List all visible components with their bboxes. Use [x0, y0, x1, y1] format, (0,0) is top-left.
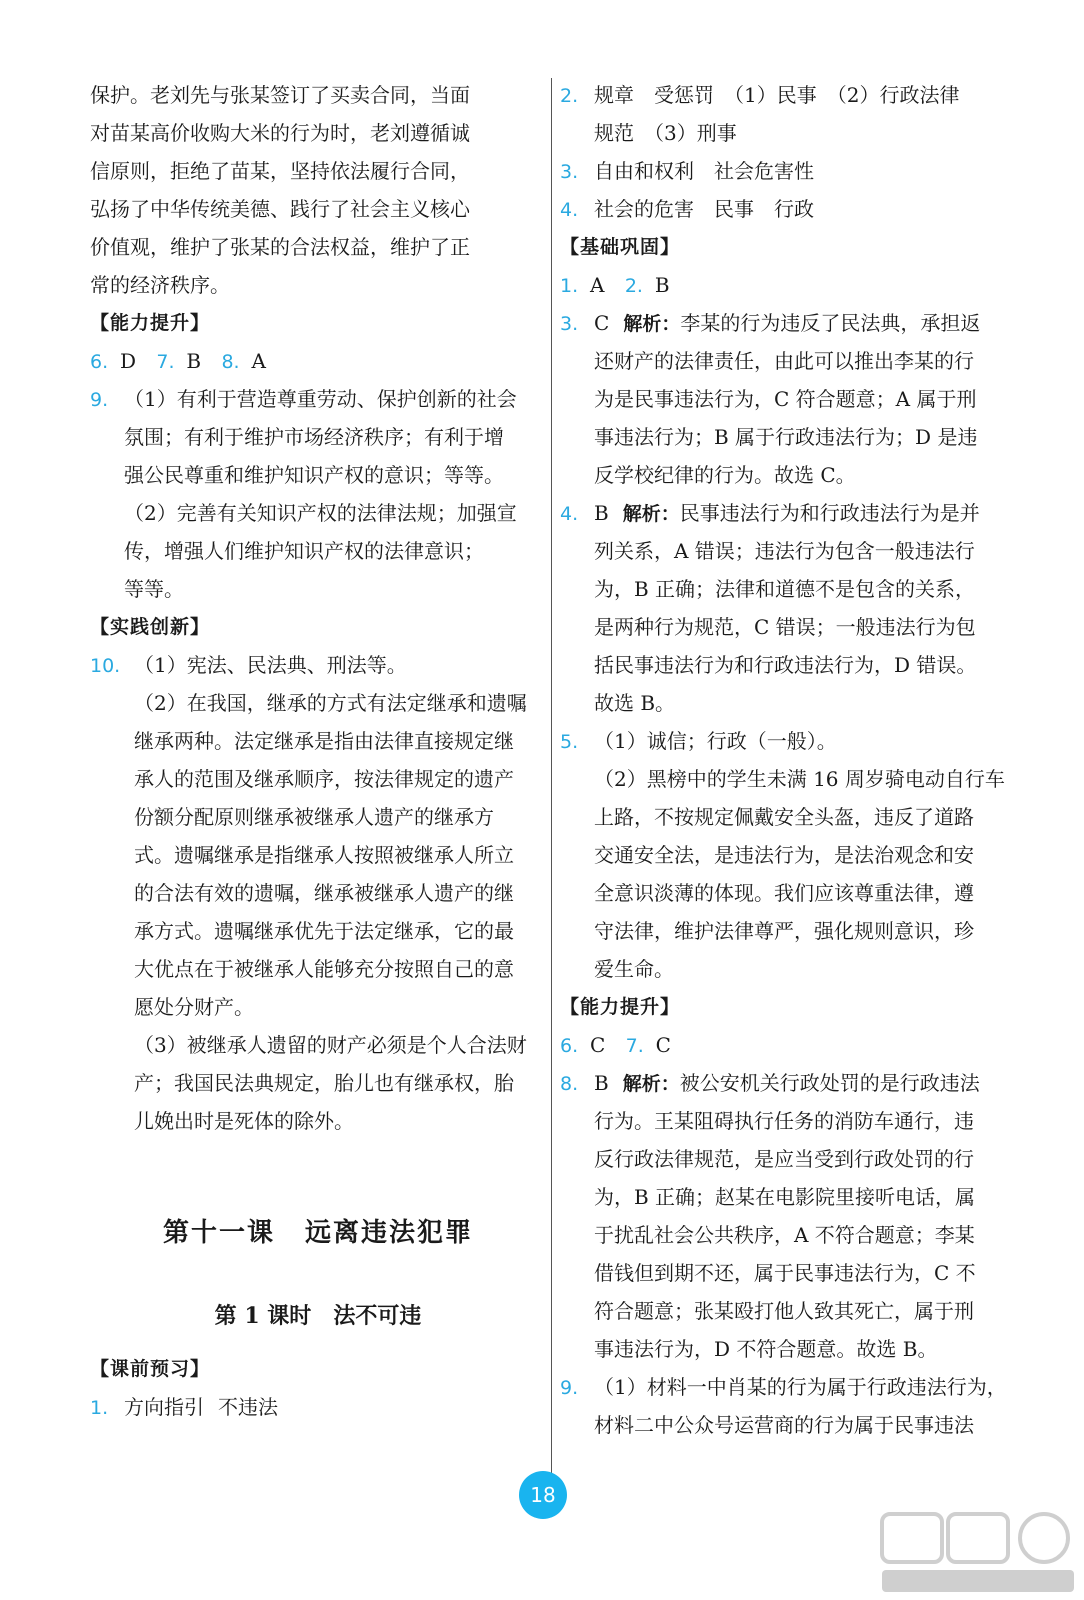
answer-row-1-2: [560, 266, 1028, 304]
text-line: 常的经济秩序。: [90, 273, 230, 297]
answer-row-6-7: [560, 1026, 1028, 1064]
text-line: 守法律，维护法律尊严，强化规则意识，珍: [594, 919, 974, 943]
text-line: （1）材料一中肖某的行为属于行政违法行为，: [594, 1375, 1007, 1399]
text-line: 大优点在于被继承人能够充分按照自己的意: [134, 957, 514, 981]
answer: A: [590, 273, 605, 297]
text-line: 于扰乱社会公共秩序，A 不符合题意；李某: [594, 1223, 975, 1247]
question-3: [560, 152, 1028, 190]
text-line: 愿处分财产。: [134, 995, 254, 1019]
text-line: 儿娩出时是死体的除外。: [134, 1109, 354, 1133]
question-number: 9.: [90, 389, 109, 411]
right-column: [560, 76, 1028, 1444]
text-line: 规章 受惩罚 （1）民事 （2）行政法律: [594, 83, 960, 107]
watermark-logo: [878, 1508, 1078, 1596]
text-line: （2）黑榜中的学生未满 16 周岁骑电动自行车: [594, 767, 1005, 791]
text-line: （1）诚信；行政（一般）。: [594, 729, 837, 753]
text-line: （3）被继承人遗留的财产必须是个人合法财: [134, 1033, 527, 1057]
text-line: 规范 （3）刑事: [594, 121, 737, 145]
question-3-basic: [560, 304, 1028, 342]
question-9: [90, 380, 546, 418]
text-line: 反行政法律规范，是应当受到行政处罚的行: [594, 1147, 974, 1171]
text-line: 继承两种。法定继承是指由法律直接规定继: [134, 729, 514, 753]
text-line: 材料二中公众号运营商的行为属于民事违法: [594, 1413, 974, 1437]
text-line: 保护。老刘先与张某签订了买卖合同，当面: [90, 83, 470, 107]
text-line: 被公安机关行政处罚的是行政违法: [679, 1071, 980, 1095]
text-line: 爱生命。: [594, 957, 674, 981]
text-line: 为是民事违法行为，C 符合题意；A 属于刑: [594, 387, 977, 411]
page-number-badge: 18: [519, 1471, 567, 1519]
question-number: 4.: [560, 503, 579, 525]
question-number: 1.: [90, 1397, 109, 1419]
text-line: （1）宪法、民法典、刑法等。: [134, 653, 407, 677]
chapter-title: [90, 1210, 546, 1256]
text-line: 传，增强人们维护知识产权的法律意识；: [124, 539, 484, 563]
text-line: 弘扬了中华传统美德、践行了社会主义核心: [90, 197, 470, 221]
question-number: 3.: [560, 161, 579, 183]
section-heading-nengli-right: 【能力提升】: [560, 996, 681, 1018]
answer: B: [186, 349, 202, 373]
question-number: 8.: [221, 351, 240, 373]
text-line: 信原则，拒绝了苗某，坚持依法履行合同，: [90, 159, 470, 183]
answer: 方向指引: [124, 1395, 204, 1419]
analysis-label: 解析：: [622, 503, 680, 525]
answer: C: [594, 311, 610, 335]
text-line: 对苗某高价收购大米的行为时，老刘遵循诚: [90, 121, 470, 145]
text-line: 等等。: [124, 577, 184, 601]
chapter-name: 远离违法犯罪: [305, 1218, 474, 1248]
text-line: 行为。王某阻碍执行任务的消防车通行，违: [594, 1109, 974, 1133]
text-line: 产；我国民法典规定，胎儿也有继承权，胎: [134, 1071, 514, 1095]
section-heading-kqyx: 【课前预习】: [90, 1358, 211, 1380]
lesson-name: 法不可违: [333, 1303, 422, 1329]
text-line: 民事违法行为和行政违法行为是并: [679, 501, 980, 525]
question-4: [560, 190, 1028, 228]
question-5: [560, 722, 1028, 760]
text-line: 还财产的法律责任，由此可以推出李某的行: [594, 349, 974, 373]
answer: B: [654, 273, 670, 297]
question-number: 6.: [90, 351, 109, 373]
answer: 不违法: [218, 1395, 278, 1419]
question-2: [560, 76, 1028, 114]
column-divider: [551, 78, 552, 1478]
answer: D: [120, 349, 137, 373]
question-9-right: [560, 1368, 1028, 1406]
text-line: 强公民尊重和维护知识产权的意识；等等。: [124, 463, 504, 487]
question-number: 10.: [90, 655, 121, 677]
answer: C: [590, 1033, 606, 1057]
question-number: 6.: [560, 1035, 579, 1057]
question-number: 4.: [560, 199, 579, 221]
text-line: 承人的范围及继承顺序，按法律规定的遗产: [134, 767, 514, 791]
text-line: 事违法行为，D 不符合题意。故选 B。: [594, 1337, 938, 1361]
text-line: 上路，不按规定佩戴安全头盔，违反了道路: [594, 805, 974, 829]
lesson-title: [90, 1296, 546, 1336]
question-number: 2.: [624, 275, 643, 297]
text-line: （2）完善有关知识产权的法律法规；加强宣: [124, 501, 517, 525]
question-number: 3.: [560, 313, 579, 335]
text-line: 交通安全法，是违法行为，是法治观念和安: [594, 843, 974, 867]
text-line: 列关系，A 错误；违法行为包含一般违法行: [594, 539, 975, 563]
question-number: 2.: [560, 85, 579, 107]
text-line: 借钱但到期不还，属于民事违法行为，C 不: [594, 1261, 976, 1285]
text-line: （2）在我国，继承的方式有法定继承和遗嘱: [134, 691, 527, 715]
text-line: 式。遗嘱继承是指继承人按照被继承人所立: [134, 843, 514, 867]
question-number: 7.: [156, 351, 175, 373]
text-line: 全意识淡薄的体现。我们应该尊重法律，遵: [594, 881, 974, 905]
question-number: 5.: [560, 731, 579, 753]
text-line: 的合法有效的遗嘱，继承被继承人遗产的继: [134, 881, 514, 905]
answer: B: [594, 501, 609, 525]
question-number: 8.: [560, 1073, 579, 1095]
text-line: 氛围；有利于维护市场经济秩序；有利于增: [124, 425, 504, 449]
text-line: 价值观，维护了张某的合法权益，维护了正: [90, 235, 470, 259]
analysis-label: 解析：: [623, 313, 681, 335]
left-column: [90, 76, 546, 1426]
analysis-label: 解析：: [622, 1073, 680, 1095]
text-line: 事违法行为；B 属于行政违法行为；D 是违: [594, 425, 978, 449]
lesson-number: 第 1 课时: [214, 1303, 312, 1329]
question-1-preview: [90, 1388, 546, 1426]
text-line: （1）有利于营造尊重劳动、保护创新的社会: [124, 387, 517, 411]
text-line: 份额分配原则继承被继承人遗产的继承方: [134, 805, 494, 829]
text-line: 符合题意；张某殴打他人致其死亡，属于刑: [594, 1299, 974, 1323]
section-heading-jichu: 【基础巩固】: [560, 236, 681, 258]
answer: 自由和权利 社会危害性: [594, 159, 814, 183]
text-line: 承方式。遗嘱继承优先于法定继承，它的最: [134, 919, 514, 943]
answer: 社会的危害 民事 行政: [594, 197, 814, 221]
section-heading-shijian: 【实践创新】: [90, 616, 211, 638]
question-10: [90, 646, 546, 684]
text-line: 括民事违法行为和行政违法行为，D 错误。: [594, 653, 977, 677]
question-number: 1.: [560, 275, 579, 297]
text-line: 反学校纪律的行为。故选 C。: [594, 463, 856, 487]
text-line: 为，B 正确；法律和道德不是包含的关系，: [594, 577, 976, 601]
text-line: 李某的行为违反了民法典，承担返: [680, 311, 981, 335]
question-4-basic: [560, 494, 1028, 532]
text-line: 故选 B。: [594, 691, 676, 715]
question-8: [560, 1064, 1028, 1102]
section-heading-nengli: 【能力提升】: [90, 312, 211, 334]
answer-row-6-8: [90, 342, 546, 380]
answer: B: [594, 1071, 609, 1095]
question-number: 7.: [625, 1035, 644, 1057]
text-line: 是两种行为规范，C 错误；一般违法行为包: [594, 615, 976, 639]
question-number: 9.: [560, 1377, 579, 1399]
chapter-number: 第十一课: [162, 1218, 275, 1248]
answer: C: [655, 1033, 671, 1057]
answer: A: [251, 349, 266, 373]
text-line: 为，B 正确；赵某在电影院里接听电话，属: [594, 1185, 976, 1209]
